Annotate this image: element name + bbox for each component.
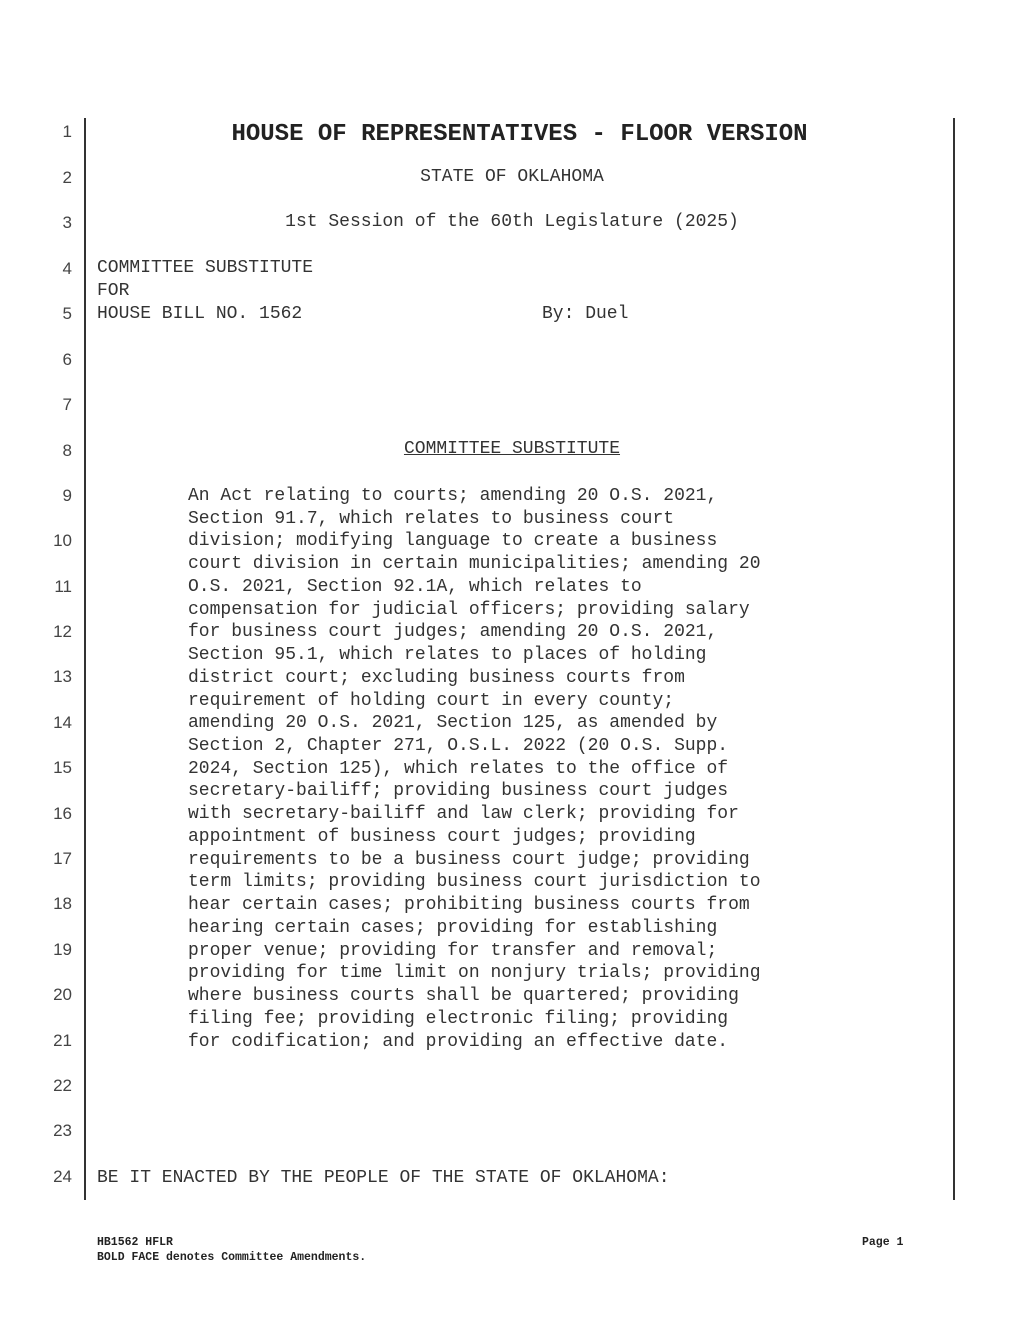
line-number: 24 bbox=[53, 1167, 72, 1186]
line-number: 11 bbox=[54, 577, 72, 596]
state-name: STATE OF OKLAHOMA bbox=[420, 167, 604, 187]
act-line: requirement of holding court in every county; bbox=[188, 691, 675, 711]
for-label: FOR bbox=[97, 281, 130, 301]
line-number: 16 bbox=[53, 804, 72, 823]
enacting-clause: BE IT ENACTED BY THE PEOPLE OF THE STATE OF OKLAHOMA: bbox=[97, 1168, 670, 1188]
bill-author: By: Duel bbox=[542, 304, 629, 324]
right-margin-rule bbox=[953, 118, 955, 1200]
session-line: 1st Session of the 60th Legislature (2025) bbox=[285, 212, 739, 232]
line-number: 21 bbox=[53, 1031, 72, 1050]
act-line: hear certain cases; prohibiting business courts from bbox=[188, 895, 750, 915]
line-number: 19 bbox=[53, 940, 72, 959]
act-line: term limits; providing business court jurisdiction to bbox=[188, 872, 761, 892]
act-line: requirements to be a business court judge; providing bbox=[188, 850, 750, 870]
act-line: Section 91.7, which relates to business court bbox=[188, 509, 675, 529]
line-number: 4 bbox=[62, 259, 72, 278]
line-number: 23 bbox=[53, 1121, 72, 1140]
act-line: hearing certain cases; providing for establishing bbox=[188, 918, 718, 938]
line-number: 13 bbox=[53, 667, 72, 686]
act-line: division; modifying language to create a business bbox=[188, 531, 718, 551]
act-line: for codification; and providing an effective date. bbox=[188, 1032, 729, 1052]
act-line: Section 2, Chapter 271, O.S.L. 2022 (20 O.S. Supp. bbox=[188, 736, 729, 756]
act-line: filing fee; providing electronic filing; providing bbox=[188, 1009, 729, 1029]
line-number: 8 bbox=[62, 441, 72, 460]
committee-substitute-label: COMMITTEE SUBSTITUTE bbox=[97, 258, 314, 278]
act-line: with secretary-bailiff and law clerk; providing for bbox=[188, 804, 739, 824]
line-number: 12 bbox=[53, 622, 72, 641]
line-number: 17 bbox=[53, 849, 72, 868]
line-number: 9 bbox=[62, 486, 72, 505]
act-line: where business courts shall be quartered; providing bbox=[188, 986, 739, 1006]
act-line: An Act relating to courts; amending 20 O.S. 2021, bbox=[188, 486, 718, 506]
act-line: proper venue; providing for transfer and removal; bbox=[188, 941, 718, 961]
bill-number: HOUSE BILL NO. 1562 bbox=[97, 304, 303, 324]
line-number: 2 bbox=[62, 168, 72, 187]
act-line: appointment of business court judges; providing bbox=[188, 827, 696, 847]
act-line: O.S. 2021, Section 92.1A, which relates to bbox=[188, 577, 642, 597]
left-margin-rule bbox=[84, 118, 86, 1200]
act-line: 2024, Section 125), which relates to the office of bbox=[188, 759, 729, 779]
document-title: HOUSE OF REPRESENTATIVES - FLOOR VERSION bbox=[231, 121, 808, 148]
act-line: compensation for judicial officers; providing salary bbox=[188, 600, 750, 620]
act-line: for business court judges; amending 20 O.S. 2021, bbox=[188, 622, 718, 642]
act-line: Section 95.1, which relates to places of holding bbox=[188, 645, 707, 665]
act-line: providing for time limit on nonjury trials; providing bbox=[188, 963, 761, 983]
act-line: court division in certain municipalities; amending 20 bbox=[188, 554, 761, 574]
line-number: 15 bbox=[53, 758, 72, 777]
line-number: 10 bbox=[53, 531, 72, 550]
line-number: 20 bbox=[53, 985, 72, 1004]
line-number: 7 bbox=[62, 395, 72, 414]
act-line: amending 20 O.S. 2021, Section 125, as amended by bbox=[188, 713, 718, 733]
line-number: 18 bbox=[53, 894, 72, 913]
act-line: secretary-bailiff; providing business court judges bbox=[188, 781, 729, 801]
footer-bill-code: HB1562 HFLR bbox=[97, 1236, 173, 1249]
section-heading: COMMITTEE SUBSTITUTE bbox=[403, 439, 621, 459]
line-number: 6 bbox=[62, 350, 72, 369]
line-number: 3 bbox=[62, 213, 72, 232]
page-number: Page 1 bbox=[862, 1236, 904, 1249]
line-number: 14 bbox=[53, 713, 72, 732]
line-number: 1 bbox=[62, 122, 72, 141]
act-line: district court; excluding business courts from bbox=[188, 668, 685, 688]
footer-note: BOLD FACE denotes Committee Amendments. bbox=[97, 1251, 367, 1264]
line-number: 22 bbox=[53, 1076, 72, 1095]
line-number: 5 bbox=[62, 304, 72, 323]
